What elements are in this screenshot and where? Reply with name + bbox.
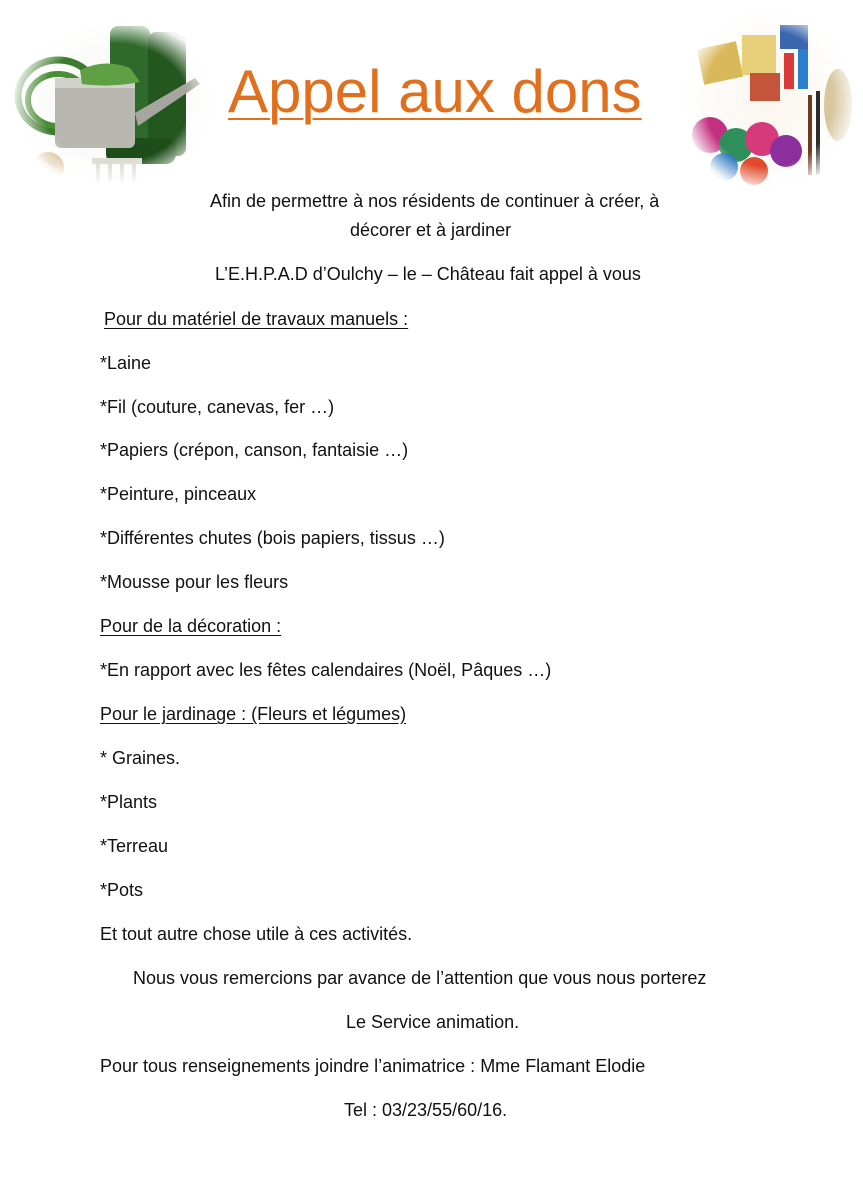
gardening-heading: Pour le jardinage : (Fleurs et légumes) — [100, 704, 407, 724]
intro-line-3: L’E.H.P.A.D d’Oulchy – le – Château fait appel à vous — [215, 264, 641, 284]
intro-line-2: décorer et à jardiner — [350, 220, 512, 240]
list-item: *Fil (couture, canevas, fer …) — [100, 397, 335, 417]
list-item: *Plants — [100, 792, 158, 812]
decoration-heading: Pour de la décoration : — [100, 616, 282, 636]
crafts-heading: Pour du matériel de travaux manuels : — [104, 309, 409, 329]
signature: Le Service animation. — [346, 1012, 520, 1032]
phone-number: Tel : 03/23/55/60/16. — [344, 1100, 508, 1120]
list-item: *Différentes chutes (bois papiers, tissus …) — [100, 528, 445, 548]
page-title: Appel aux dons — [228, 58, 642, 125]
thanks-message: Nous vous remercions par avance de l’attention que vous nous porterez — [133, 968, 707, 988]
craft-supplies-photo — [680, 5, 858, 193]
other-items-note: Et tout autre chose utile à ces activités. — [100, 924, 413, 944]
intro-line-1: Afin de permettre à nos résidents de continuer à créer, à — [210, 191, 660, 211]
list-item: *Papiers (crépon, canson, fantaisie …) — [100, 440, 409, 460]
list-item: * Graines. — [100, 748, 181, 768]
list-item: *Terreau — [100, 836, 169, 856]
contact-line: Pour tous renseignements joindre l’animatrice : Mme Flamant Elodie — [100, 1056, 646, 1076]
list-item: *Laine — [100, 353, 152, 373]
list-item: *Pots — [100, 880, 144, 900]
list-item: *Peinture, pinceaux — [100, 484, 257, 504]
list-item: *En rapport avec les fêtes calendaires (Noël, Pâques …) — [100, 660, 552, 680]
list-item: *Mousse pour les fleurs — [100, 572, 289, 592]
gardening-tools-photo — [10, 18, 220, 188]
